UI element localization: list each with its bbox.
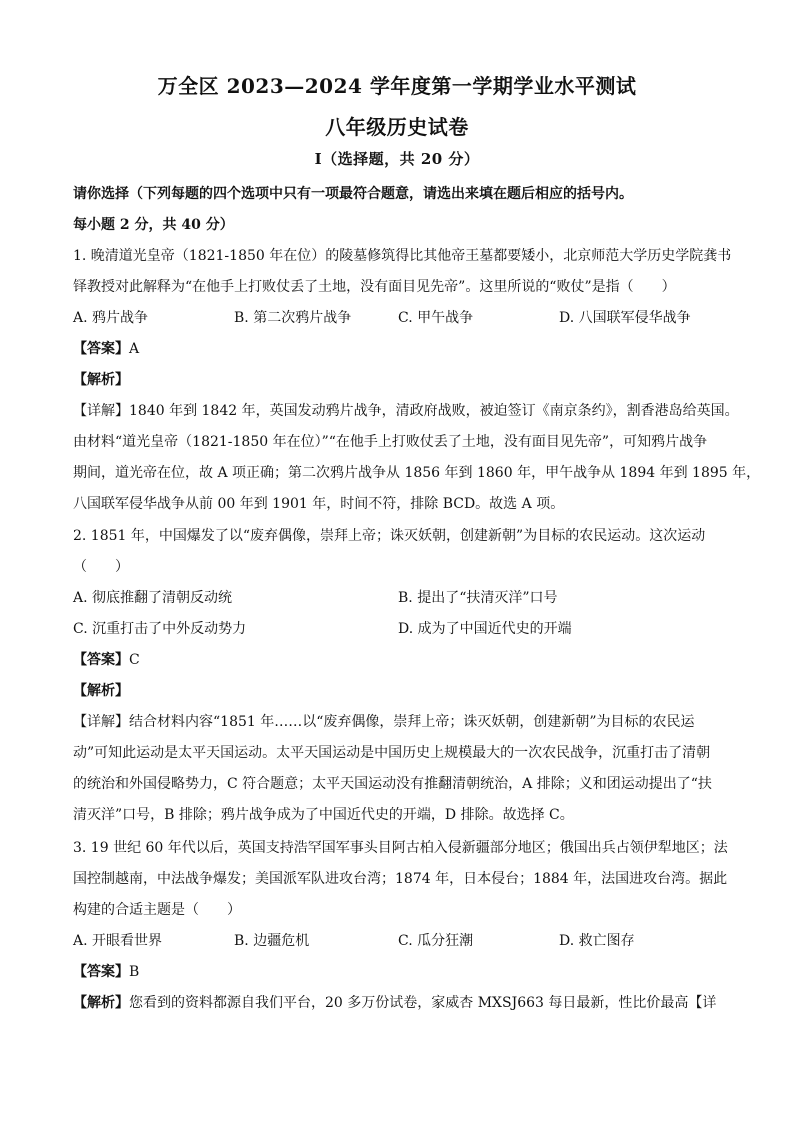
- q2-detail-line-2: 动”可知此运动是太平天国运动。太平天国运动是中国历史上规模最大的一次农民战争，沉重打击了清朝: [73, 745, 711, 761]
- q2-stem-line-1: 2. 1851 年，中国爆发了以“废弃偶像，崇拜上帝；诛灭妖朝，创建新朝”为目标的农民运动。这次运动: [73, 528, 706, 544]
- q2-option-b: B. 提出了“扶清灭洋”口号: [398, 590, 558, 606]
- analysis-text: 您看到的资料都源自我们平台，20 多万份试卷，家威杏 MXSJ663 每日最新，性比价最高【详: [129, 995, 717, 1011]
- section-heading: Ⅰ（选择题，共 20 分）: [314, 150, 480, 168]
- q3-analysis: [73, 993, 723, 1013]
- q2-answer: [73, 650, 723, 670]
- answer-value: B: [129, 964, 140, 980]
- instructions-line-1: 请你选择（下列每题的四个选项中只有一项最符合题意，请选出来填在题后相应的括号内。: [73, 186, 633, 202]
- q3-stem-line-1: 3. 19 世纪 60 年代以后，英国支持浩罕国军事头目阿古柏入侵新疆部分地区；俄国出兵占领伊犁地区；法: [73, 840, 728, 856]
- q2-analysis-label: 【解析】: [73, 683, 129, 699]
- q2-option-a: A. 彻底推翻了清朝反动统: [73, 590, 233, 606]
- q1-option-d: D. 八国联军侵华战争: [559, 310, 691, 326]
- answer-label: 【答案】: [73, 964, 129, 980]
- exam-title: 万全区 2023—2024 学年度第一学期学业水平测试: [157, 74, 637, 98]
- q2-stem-line-2: （ ）: [73, 559, 129, 575]
- q1-answer: [73, 339, 723, 359]
- q2-detail-line-3: 的统治和外国侵略势力，C 符合题意；太平天国运动没有推翻清朝统治，A 排除；义和团运动提出了“扶: [73, 776, 712, 792]
- q3-option-a: A. 开眼看世界: [73, 933, 163, 949]
- q1-detail-line-3: 期间，道光帝在位，故 A 项正确；第二次鸦片战争从 1856 年到 1860 年，甲午战争从 1894 年到 1895 年，: [73, 465, 761, 481]
- q3-option-d: D. 救亡图存: [559, 933, 635, 949]
- q1-detail-line-2: 由材料“道光皇帝（1821-1850 年在位）”“在他手上打败仗丢了土地，没有面目见先帝”，可知鸦片战争: [73, 434, 708, 450]
- instructions-line-2: 每小题 2 分，共 40 分）: [73, 217, 234, 233]
- exam-subtitle: 八年级历史试卷: [325, 115, 469, 139]
- q1-stem-line-2: 铎教授对此解释为“在他手上打败仗丢了土地，没有面目见先帝”。这里所说的“败仗”是指（ ）: [73, 279, 676, 295]
- answer-value: A: [129, 341, 140, 357]
- q3-stem-line-2: 国控制越南，中法战争爆发；美国派军队进攻台湾；1874 年，日本侵台；1884 年，法国进攻台湾。据此: [73, 871, 728, 887]
- q3-answer: [73, 962, 723, 982]
- q2-detail-line-1: 【详解】结合材料内容“1851 年……以“废弃偶像，崇拜上帝；诛灭妖朝，创建新朝”为目标的农民运: [73, 714, 695, 730]
- q1-stem-line-1: 1. 晚清道光皇帝（1821-1850 年在位）的陵墓修筑得比其他帝王墓都要矮小，北京师范大学历史学院龚书: [73, 248, 732, 264]
- answer-label: 【答案】: [73, 652, 129, 668]
- answer-value: C: [129, 652, 140, 668]
- q1-analysis-label: 【解析】: [73, 372, 129, 388]
- q3-option-c: C. 瓜分狂潮: [398, 933, 474, 949]
- q2-option-d: D. 成为了中国近代史的开端: [398, 621, 572, 637]
- q1-option-a: A. 鸦片战争: [73, 310, 149, 326]
- q1-detail-line-1: 【详解】1840 年到 1842 年，英国发动鸦片战争，清政府战败，被迫签订《南京条约》，割香港岛给英国。: [73, 403, 739, 419]
- q3-stem-line-3: 构建的合适主题是（ ）: [73, 902, 241, 918]
- answer-label: 【答案】: [73, 341, 129, 357]
- analysis-label: 【解析】: [73, 995, 129, 1011]
- q1-detail-line-4: 八国联军侵华战争从前 00 年到 1901 年，时间不符，排除 BCD。故选 A 项。: [73, 496, 565, 512]
- q2-detail-line-4: 清灭洋”口号，B 排除；鸦片战争成为了中国近代史的开端，D 排除。故选择 C。: [73, 807, 574, 823]
- q3-option-b: B. 边疆危机: [234, 933, 310, 949]
- q1-option-c: C. 甲午战争: [398, 310, 474, 326]
- q2-option-c: C. 沉重打击了中外反动势力: [73, 621, 247, 637]
- q1-option-b: B. 第二次鸦片战争: [234, 310, 352, 326]
